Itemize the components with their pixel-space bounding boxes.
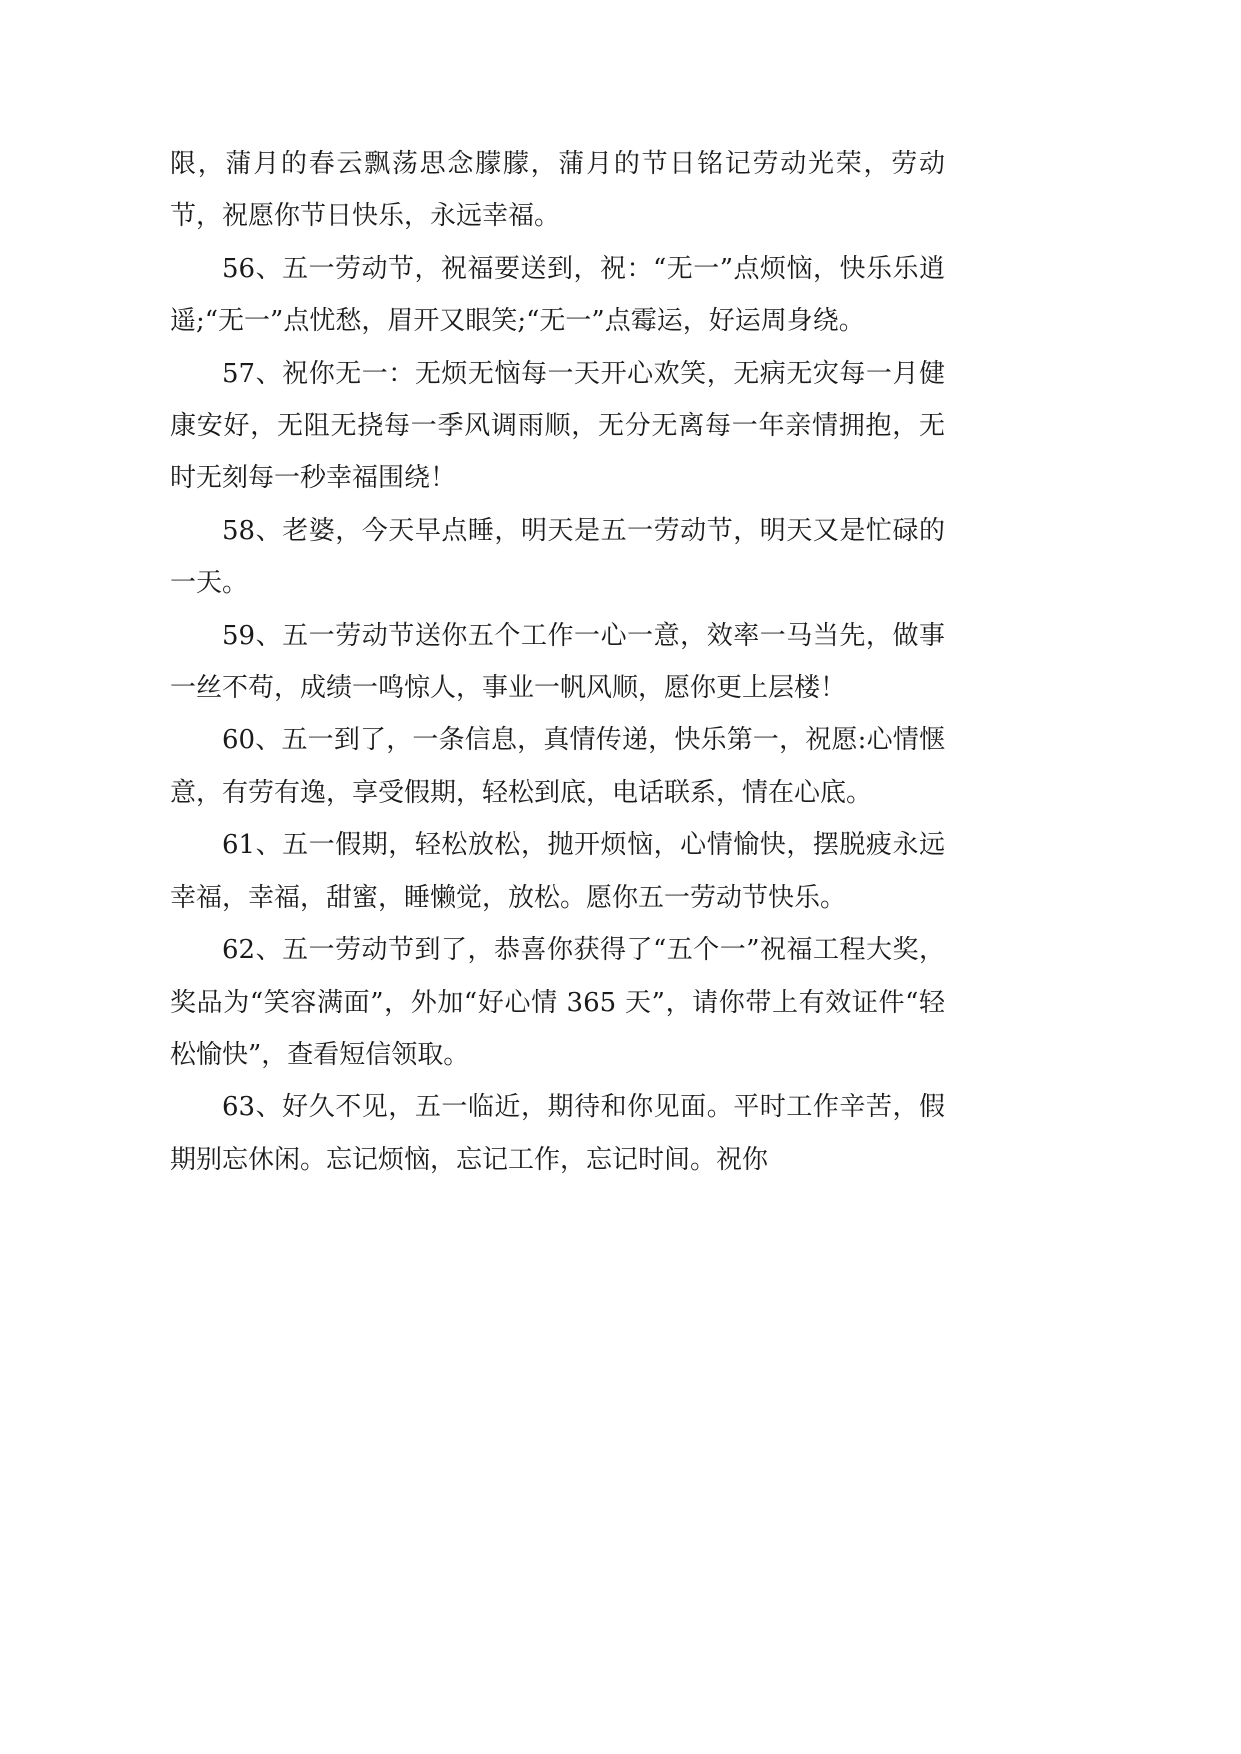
paragraph-63: 63、好久不见，五一临近，期待和你见面。平时工作辛苦，假期别忘休闲。忘记烦恼，忘记工作，忘记时间。祝你 — [170, 1092, 945, 1175]
paragraph-61: 61、五一假期，轻松放松，抛开烦恼，心情愉快，摆脱疲永远幸福，幸福，甜蜜，睡懒觉，放松。愿你五一劳动节快乐。 — [170, 830, 945, 913]
paragraph-59: 59、五一劳动节送你五个工作一心一意，效率一马当先，做事一丝不苟，成绩一鸣惊人，事业一帆风顺，愿你更上层楼！ — [170, 620, 945, 704]
paragraph-62: 62、五一劳动节到了，恭喜你获得了“五个一”祝福工程大奖，奖品为“笑容满面”，外加“好心情 365 天”，请你带上有效证件“轻松愉快”，查看短信领取。 — [170, 935, 945, 1070]
paragraph-56: 56、五一劳动节，祝福要送到，祝：“无一”点烦恼，快乐乐逍遥;“无一”点忧愁，眉开又眼笑;“无一”点霉运，好运周身绕。 — [170, 253, 945, 337]
paragraph-60: 60、五一到了，一条信息，真情传递，快乐第一，祝愿:心情惬意，有劳有逸，享受假期，轻松到底，电话联系，情在心底。 — [170, 725, 945, 808]
paragraph-57: 57、祝你无一：无烦无恼每一天开心欢笑，无病无灾每一月健康安好，无阻无挠每一季风调雨顺，无分无离每一年亲情拥抱，无时无刻每一秒幸福围绕！ — [170, 358, 945, 494]
paragraph-58: 58、老婆，今天早点睡，明天是五一劳动节，明天又是忙碌的一天。 — [170, 515, 945, 599]
document-body — [170, 138, 945, 1186]
paragraph-continuation: 限，蒲月的春云飘荡思念朦朦，蒲月的节日铭记劳动光荣，劳动节，祝愿你节日快乐，永远幸福。 — [170, 149, 945, 232]
